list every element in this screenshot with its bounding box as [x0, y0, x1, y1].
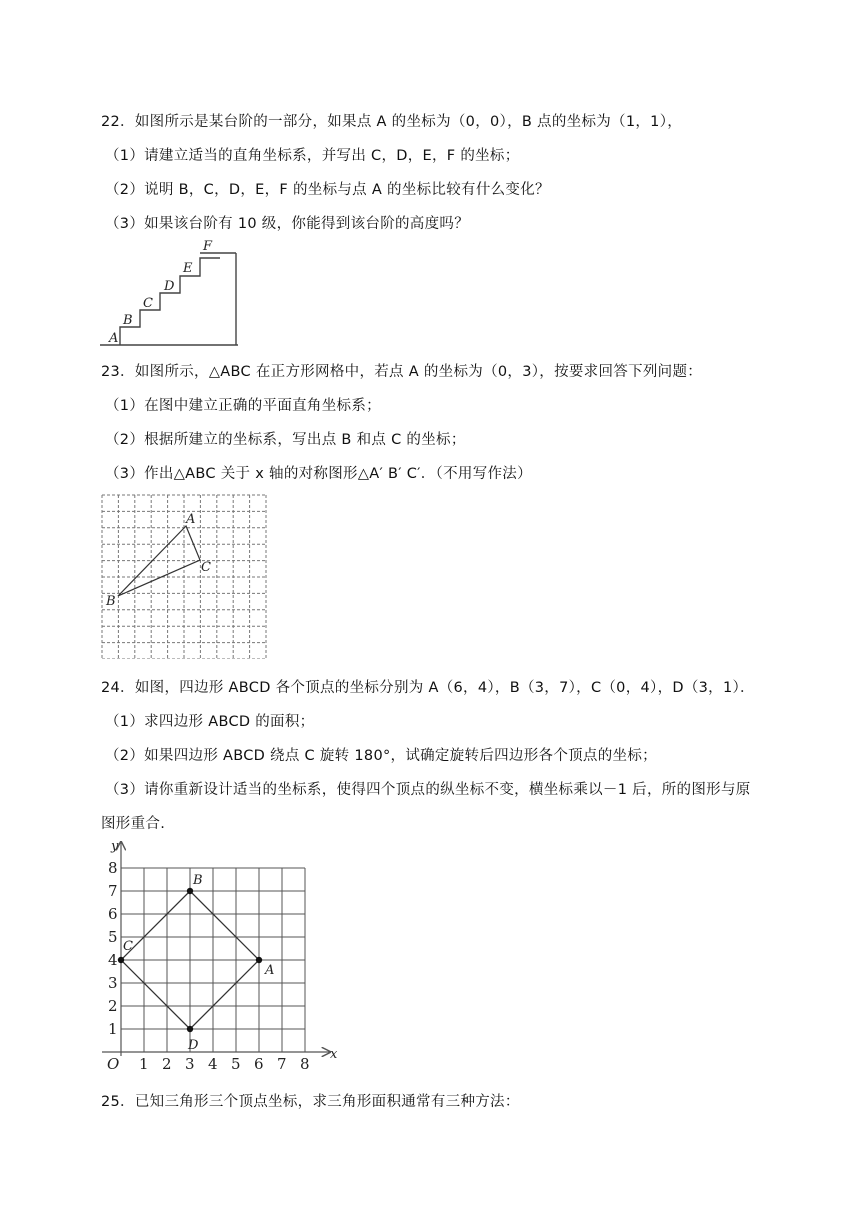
y-axis-label: y	[111, 839, 119, 854]
coordinate-grid-figure	[98, 838, 338, 1070]
q24-part1: （1）求四边形 ABCD 的面积；	[105, 714, 315, 730]
y-tick-label: 3	[108, 974, 118, 992]
y-tick-label: 6	[108, 905, 118, 923]
triangle-label-c: C	[201, 560, 211, 575]
point-a-dot	[256, 957, 262, 963]
x-tick-label: 2	[162, 1055, 172, 1070]
q23-part2: （2）根据所建立的坐标系，写出点 B 和点 C 的坐标；	[105, 432, 466, 448]
q22-stem: 22．如图所示是某台阶的一部分，如果点 A 的坐标为（0，0），B 点的坐标为（1，1），	[101, 114, 683, 130]
point-d-dot	[187, 1026, 193, 1032]
staircase-steps	[120, 258, 220, 345]
x-tick-label: 5	[231, 1055, 241, 1070]
q24-part3-line2: 图形重合.	[101, 816, 166, 832]
origin-label: O	[107, 1055, 120, 1070]
q23-part3: （3）作出△ABC 关于 x 轴的对称图形△A′ B′ C′．（不用写作法）	[105, 466, 532, 482]
x-tick-label: 1	[139, 1055, 149, 1070]
q22-part3: （3）如果该台阶有 10 级，你能得到该台阶的高度吗？	[105, 216, 469, 232]
x-tick-label: 8	[300, 1055, 310, 1070]
point-b-dot	[187, 888, 193, 894]
q25-stem: 25．已知三角形三个顶点坐标，求三角形面积通常有三种方法：	[101, 1094, 520, 1110]
triangle-grid-figure	[100, 493, 268, 659]
q24-part2: （2）如果四边形 ABCD 绕点 C 旋转 180°，试确定旋转后四边形各个顶点的坐标；	[105, 748, 657, 764]
point-b-label: B	[193, 873, 203, 888]
point-d-label: D	[188, 1038, 199, 1053]
triangle-label-a: A	[186, 512, 196, 527]
staircase-label-e: E	[183, 261, 193, 276]
x-tick-label: 6	[254, 1055, 264, 1070]
staircase-label-f: F	[203, 239, 213, 254]
point-c-label: C	[123, 939, 133, 954]
x-tick-label: 7	[277, 1055, 287, 1070]
point-a-label: A	[265, 963, 275, 978]
q24-stem: 24．如图，四边形 ABCD 各个顶点的坐标分别为 A（6，4），B（3，7），C（0，4），D（3，1）．	[101, 680, 755, 696]
point-c-dot	[118, 957, 124, 963]
q22-part1: （1）请建立适当的直角坐标系，并写出 C，D，E，F 的坐标；	[105, 148, 520, 164]
y-tick-label: 7	[108, 882, 118, 900]
staircase-label-c: C	[143, 296, 153, 311]
q23-part1: （1）在图中建立正确的平面直角坐标系；	[105, 398, 381, 414]
staircase-figure	[100, 236, 242, 348]
x-tick-label: 4	[208, 1055, 218, 1070]
staircase-label-a: A	[109, 331, 119, 346]
y-tick-label: 2	[108, 997, 118, 1015]
staircase-label-d: D	[164, 279, 175, 294]
triangle-label-b: B	[106, 594, 116, 609]
staircase-label-b: B	[123, 313, 133, 328]
q23-stem: 23．如图所示，△ABC 在正方形网格中，若点 A 的坐标为（0，3），按要求回答下列问题：	[101, 364, 703, 380]
q22-part2: （2）说明 B，C，D，E，F 的坐标与点 A 的坐标比较有什么变化？	[105, 182, 550, 198]
y-tick-label: 5	[108, 928, 118, 946]
y-tick-label: 8	[108, 859, 118, 877]
x-axis-label: x	[330, 1047, 338, 1062]
y-tick-label: 1	[108, 1020, 118, 1038]
x-tick-label: 3	[185, 1055, 195, 1070]
q24-part3-line1: （3）请你重新设计适当的坐标系，使得四个顶点的纵坐标不变，横坐标乘以－1 后，所的图形与原	[105, 782, 751, 798]
y-tick-label: 4	[108, 951, 118, 969]
